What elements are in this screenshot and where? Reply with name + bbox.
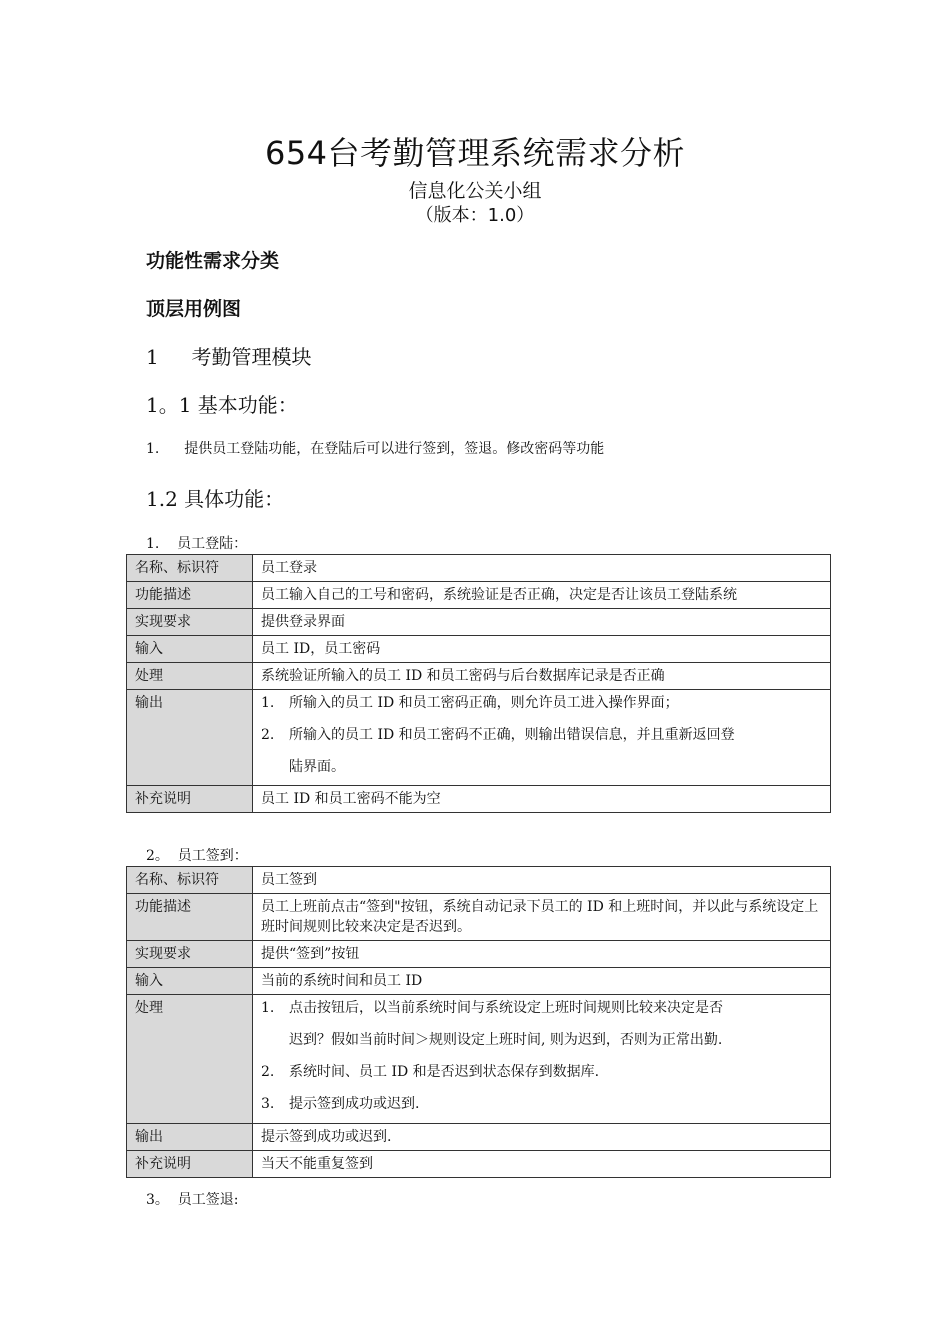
table-key: 输入 [127, 968, 253, 995]
list-item [261, 725, 822, 745]
table-row [127, 786, 831, 813]
section-login-label: 1. 员工登陆： [146, 536, 248, 552]
table-row [127, 636, 831, 663]
table-value: 系统验证所输入的员工 ID 和员工密码与后台数据库记录是否正确 [253, 663, 831, 690]
list-text-continued: 迟到？假如当前时间＞规则设定上班时间, 则为迟到，否则为正常出勤. [289, 1032, 723, 1048]
table-key: 名称、标识符 [127, 555, 253, 582]
table-row [127, 582, 831, 609]
table-value: 员工签到 [253, 867, 831, 894]
heading-module-number: 1 [146, 345, 159, 369]
list-item [261, 1094, 822, 1114]
table-value: 员工 ID，员工密码 [253, 636, 831, 663]
table-key: 功能描述 [127, 894, 253, 941]
login-table [126, 554, 831, 813]
heading-functional: 功能性需求分类 [146, 250, 280, 272]
document-subtitle: 信息化公关小组 [408, 180, 542, 202]
list-number: 1. [261, 1000, 275, 1016]
table-value: 员工 ID 和员工密码不能为空 [253, 786, 831, 813]
table-row [127, 690, 831, 786]
list-item [261, 1062, 822, 1082]
table-row [127, 941, 831, 968]
table-row [127, 995, 831, 1124]
document-version: （版本：1.0） [415, 205, 535, 226]
table-row [127, 1151, 831, 1178]
list-text: 点击按钮后，以当前系统时间与系统设定上班时间规则比较来决定是否 [289, 1000, 723, 1016]
basic-item-text: 提供员工登陆功能，在登陆后可以进行签到，签退。修改密码等功能 [184, 441, 605, 457]
table-value [253, 690, 831, 786]
list-text: 提示签到成功或迟到. [289, 1096, 420, 1112]
table-row [127, 663, 831, 690]
list-number: 3. [261, 1096, 275, 1112]
table-row [127, 968, 831, 995]
table-key: 补充说明 [127, 786, 253, 813]
table-key: 补充说明 [127, 1151, 253, 1178]
list-text: 系统时间、员工 ID 和是否迟到状态保存到数据库. [289, 1064, 600, 1080]
table-key: 处理 [127, 995, 253, 1124]
heading-module [146, 341, 311, 370]
table-key: 实现要求 [127, 941, 253, 968]
table-key: 实现要求 [127, 609, 253, 636]
table-row [127, 867, 831, 894]
table-value: 员工登录 [253, 555, 831, 582]
table-key: 名称、标识符 [127, 867, 253, 894]
table-value: 当前的系统时间和员工 ID [253, 968, 831, 995]
list-text-continued: 陆界面。 [289, 759, 345, 775]
signin-table [126, 866, 831, 1178]
list-number: 2. [261, 727, 275, 743]
section-signout-label: 3。 员工签退: [146, 1192, 239, 1208]
table-value: 员工上班前点击“签到"按钮，系统自动记录下员工的 ID 和上班时间，并以此与系统设定上班时间规则比较来决定是否迟到。 [253, 894, 831, 941]
list-number: 2. [261, 1064, 275, 1080]
heading-specific: 1.2 具体功能： [146, 487, 285, 511]
table-value: 提示签到成功或迟到. [253, 1124, 831, 1151]
table-row [127, 555, 831, 582]
heading-usecase: 顶层用例图 [146, 298, 242, 320]
table-key: 输入 [127, 636, 253, 663]
heading-basic: 1。1 基本功能： [146, 393, 298, 417]
basic-item [146, 438, 604, 458]
table-value: 提供“签到”按钮 [253, 941, 831, 968]
table-key: 输出 [127, 1124, 253, 1151]
document-title: 654台考勤管理系统需求分析 [264, 134, 686, 172]
table-row [127, 609, 831, 636]
table-key: 功能描述 [127, 582, 253, 609]
list-number: 1. [261, 695, 275, 711]
table-value: 当天不能重复签到 [253, 1151, 831, 1178]
table-value: 员工输入自己的工号和密码，系统验证是否正确，决定是否让该员工登陆系统 [253, 582, 831, 609]
table-value: 提供登录界面 [253, 609, 831, 636]
list-text: 所输入的员工 ID 和员工密码正确，则允许员工进入操作界面； [289, 695, 679, 711]
table-value [253, 995, 831, 1124]
table-row [127, 1124, 831, 1151]
list-item [261, 998, 822, 1018]
basic-item-number: 1. [146, 441, 160, 457]
table-key: 输出 [127, 690, 253, 786]
section-signin-label: 2。 员工签到： [146, 848, 248, 864]
table-row [127, 894, 831, 941]
table-key: 处理 [127, 663, 253, 690]
heading-module-text: 考勤管理模块 [191, 345, 312, 369]
list-item [261, 693, 822, 713]
list-text: 所输入的员工 ID 和员工密码不正确，则输出错误信息，并且重新返回登 [289, 727, 735, 743]
